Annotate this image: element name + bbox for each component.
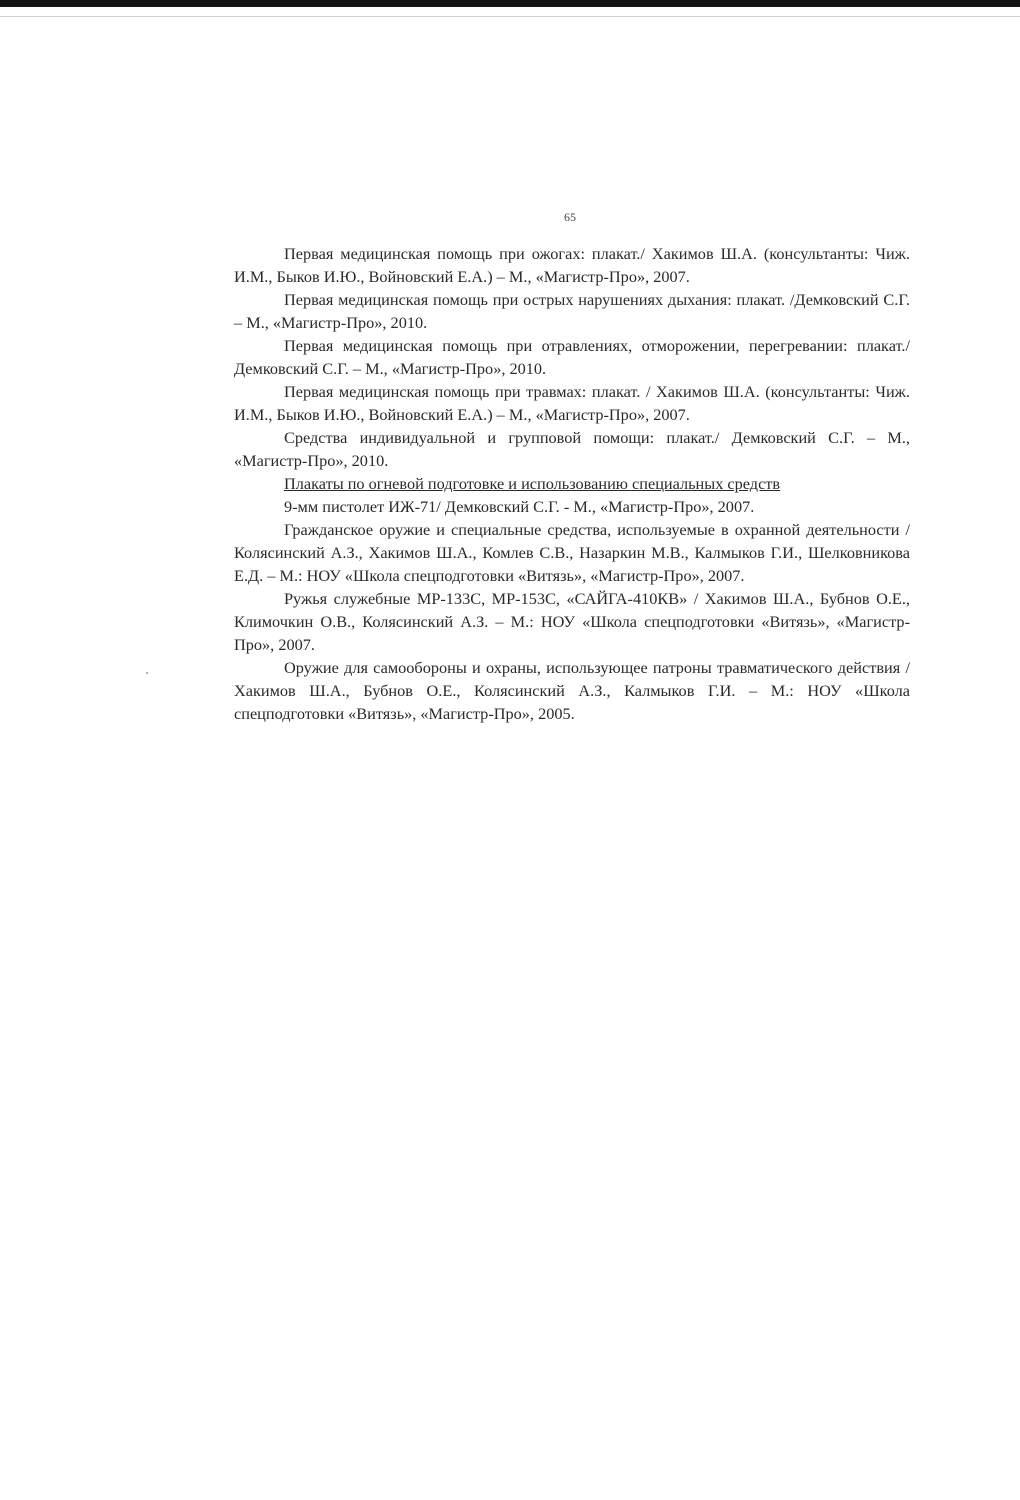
section-heading: Плакаты по огневой подготовке и использованию специальных средств bbox=[284, 474, 781, 493]
scan-top-line bbox=[0, 16, 1020, 17]
bibliography-entry: Ружья служебные МР-133С, МР-153С, «САЙГА-410КВ» / Хакимов Ш.А., Бубнов О.Е., Климочкин О.В., Колясинский А.З. – М.: НОУ «Школа спецподготовки «Витязь», «Магистр-Про», 2007. bbox=[234, 589, 910, 654]
bibliography-entry: Первая медицинская помощь при ожогах: плакат./ Хакимов Ш.А. (консультанты: Чиж. И.М., Быков И.Ю., Войновский Е.А.) – М., «Магистр-Про», 2007. bbox=[234, 244, 910, 286]
bibliography-entry: Первая медицинская помощь при острых нарушениях дыхания: плакат. /Демковский С.Г. – М., «Магистр-Про», 2010. bbox=[234, 290, 910, 332]
bibliography-entry: Средства индивидуальной и групповой помощи: плакат./ Демковский С.Г. – М., «Магистр-Про», 2010. bbox=[234, 428, 910, 470]
page-number: 65 bbox=[564, 210, 576, 224]
bibliography-entry: Гражданское оружие и специальные средства, используемые в охранной деятельности / Колясинский А.З., Хакимов Ш.А., Комлев С.В., Назаркин М.В., Калмыков Г.И., Шелковникова Е.Д. – М.: НОУ «Школа спецподготовки «Витязь», «Магистр-Про», 2007. bbox=[234, 520, 910, 585]
scan-top-edge bbox=[0, 0, 1020, 7]
bibliography-entry: Первая медицинская помощь при травмах: плакат. / Хакимов Ш.А. (консультанты: Чиж. И.М., Быков И.Ю., Войновский Е.А.) – М., «Магистр-Про», 2007. bbox=[234, 382, 910, 424]
bibliography-entry: Оружие для самообороны и охраны, использующее патроны травматического действия / Хакимов Ш.А., Бубнов О.Е., Колясинский А.З., Калмыков Г.И. – М.: НОУ «Школа спецподготовки «Витязь», «Магистр-Про», 2005. bbox=[234, 658, 910, 723]
bibliography bbox=[234, 242, 910, 725]
bibliography-entry: 9-мм пистолет ИЖ-71/ Демковский С.Г. - М., «Магистр-Про», 2007. bbox=[284, 497, 755, 516]
scan-speck bbox=[146, 672, 148, 674]
bibliography-entry: Первая медицинская помощь при отравлениях, отморожении, перегревании: плакат./Демковский С.Г. – М., «Магистр-Про», 2010. bbox=[234, 336, 910, 378]
